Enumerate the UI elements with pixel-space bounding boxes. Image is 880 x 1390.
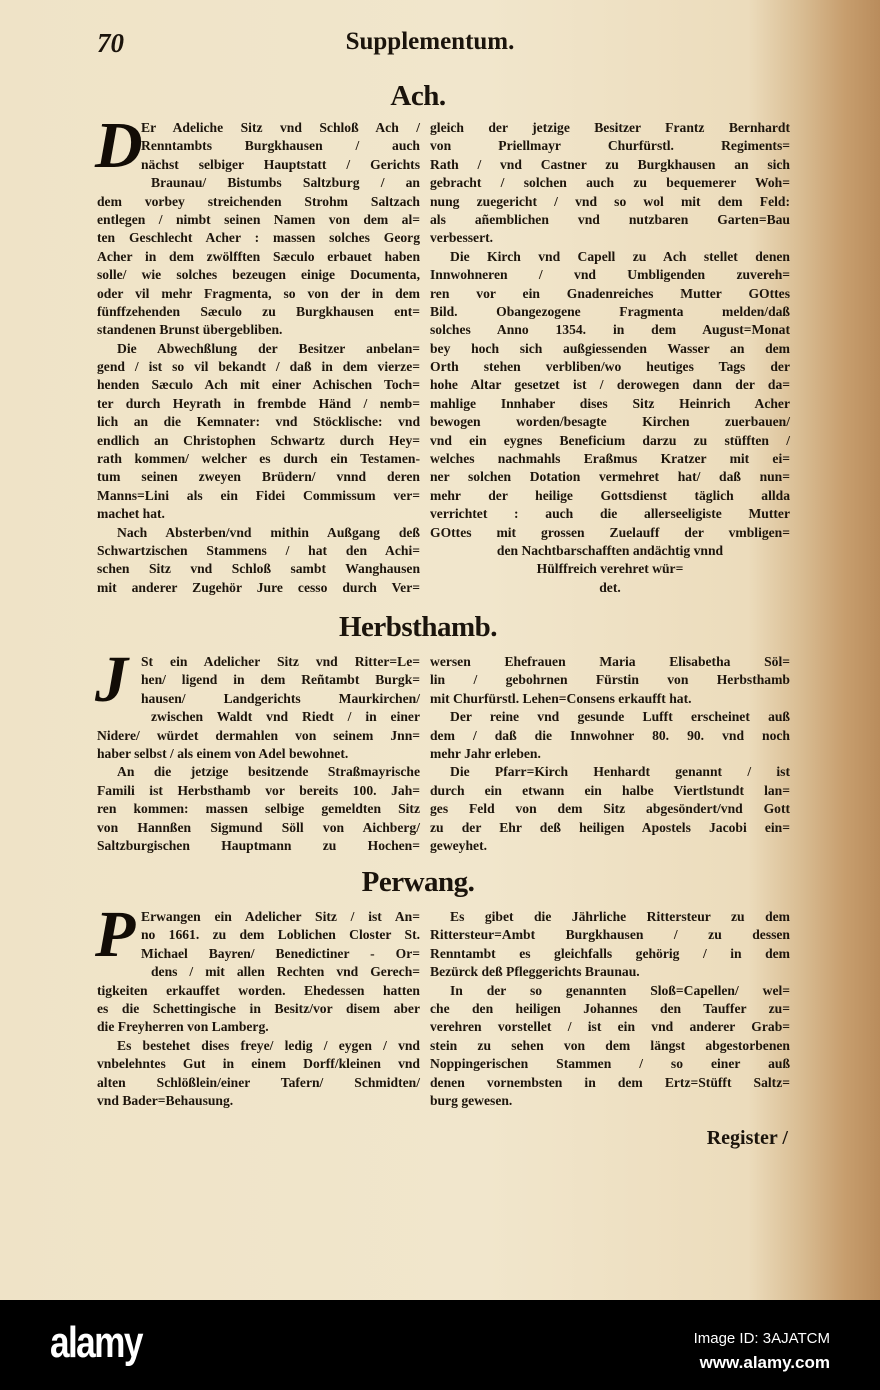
paragraph (430, 908, 790, 982)
text-line: Michael Bayren/ Benedictiner - Or= (141, 945, 420, 961)
text-line: von Priellmayr Churfürstl. Regiments= (430, 138, 790, 154)
text-line: Die Pfarr=Kirch Henhardt genannt / ist (450, 764, 790, 780)
text-line: alten Schlößlein/einer Tafern/ Schmidten/ (97, 1074, 420, 1090)
text-line: fünffzehenden Sæculo zu Burgkhausen ent= (97, 303, 420, 319)
section-herbsthamb-right-column (430, 653, 790, 855)
section-ach-right-column (430, 119, 790, 597)
text-line: Rath / vnd Castner zu Burgkhausen an sich (430, 156, 790, 172)
text-line: Braunau/ Bistumbs Saltzburg / an (151, 175, 420, 191)
catchword: Register / (706, 1127, 788, 1149)
text-line: St ein Adelicher Sitz vnd Ritter=Le= (141, 654, 420, 669)
text-line: oder vil mehr Fragmenta, so von der in dem (97, 285, 420, 301)
text-line: bewogen worden/besagte Kirchen zuerbauen/ (430, 414, 790, 430)
paragraph (95, 643, 420, 763)
text-line: Der reine vnd gesunde Lufft erscheinet auß (450, 709, 790, 725)
text-line: gleich der jetzige Besitzer Frantz Bernhardt (430, 120, 790, 135)
stock-footer (0, 1300, 880, 1390)
paragraph (97, 524, 420, 598)
text-line: Er Adeliche Sitz vnd Schloß Ach / (141, 120, 420, 135)
text-line: lin / gebohrnen Fürstin von Herbsthamb (430, 672, 790, 688)
section-perwang-right-column (430, 908, 790, 1110)
site-url: www.alamy.com (699, 1353, 830, 1372)
paragraph (97, 1037, 420, 1111)
text-line: burg gewesen. (430, 1092, 513, 1108)
paragraph (95, 898, 420, 1037)
paragraph (97, 763, 420, 855)
text-line: bey hoch sich außgiessenden Wasser an dem (430, 340, 790, 356)
text-line: Manns=Lini als ein Fidei Commissum ver= (97, 487, 420, 503)
text-line: solle/ wie solches bezeugen einige Documenta, (97, 267, 420, 283)
text-line: zwischen Waldt vnd Riedt / in einer (151, 709, 420, 725)
text-line: vnbelehntes Gut in einem Dorff/kleinen vnd (97, 1056, 420, 1072)
text-line: machet hat. (97, 506, 165, 522)
text-line: Hülffreich verehret wür= (536, 561, 684, 577)
drop-cap: J (95, 643, 128, 716)
text-line: mehr Jahr erleben. (430, 745, 541, 761)
paragraph (430, 982, 790, 1111)
text-line: rath kommen/ welcher es durch ein Testamen- (97, 451, 420, 467)
text-line: dem vorbey streichenden Strohm Saltzach (97, 193, 420, 209)
text-line: ren vor ein Gnadenreiches Mutter GOttes (430, 285, 790, 301)
text-line: hohe Altar gesetzet ist / derowegen dann der da= (430, 377, 790, 393)
image-id: Image ID: 3AJATCM (693, 1330, 830, 1347)
text-line: hausen/ Landgerichts Maurkirchen/ (141, 690, 420, 706)
text-line: Rittersteur=Ambt Burgkhausen / zu dessen (430, 927, 790, 943)
text-line: als añemblichen vnd nutzbaren Garten=Bau (430, 211, 790, 227)
text-line: Saltzburgischen Hauptmann zu Hochen= (97, 837, 420, 853)
text-line: tum seinen zweyen Brüdern/ vnnd deren (97, 469, 420, 485)
paragraph (95, 109, 420, 340)
drop-cap: P (95, 898, 136, 971)
paragraph (430, 119, 790, 248)
text-line: Renntambts Burgkhausen / auch (141, 138, 420, 154)
text-line: Die Abwechßlung der Besitzer anbelan= (117, 340, 420, 356)
text-line: welches nachmahls Eraßmus Kratzer mit ei= (430, 451, 790, 467)
text-line: vnd ein eygnes Beneficium darzu zu stüfften / (430, 432, 790, 448)
section-ach-left-column (95, 109, 420, 597)
paragraph (97, 340, 420, 524)
text-line: Innwohneren / vnd Umbligenden zuvereh= (430, 267, 790, 283)
text-line: haber selbst / als einem von Adel bewohnet. (97, 745, 349, 761)
text-line: nung zuegericht / vnd so wol mit dem Feld: (430, 193, 790, 209)
text-line: Bezürck deß Pfleggerichts Braunau. (430, 964, 640, 980)
text-line: mit anderer Zugehör Jure cesso durch Ver= (97, 579, 420, 595)
text-line: schen Sitz vnd Schloß sambt Wanghausen (97, 561, 420, 577)
text-line: lich an die Kemnater: vnd Stöcklische: vnd (97, 414, 420, 430)
text-line: verrichtet : auch die allerseeligiste Mutter (430, 506, 790, 522)
text-line: endlich an Christophen Schwartz durch Hey= (97, 432, 420, 448)
text-line: Die Kirch vnd Capell zu Ach stellet denen (450, 248, 790, 264)
text-line: geweyhet. (430, 837, 487, 853)
text-line: ter durch Heyrath in frembde Händ / nemb= (97, 395, 420, 411)
text-line: Es gibet die Jährliche Rittersteur zu dem (450, 909, 790, 924)
text-line: tigkeiten erkauffet worden. Ehedessen hatten (97, 982, 420, 998)
section-heading-herbsthamb: Herbsthamb. (338, 611, 498, 643)
text-line: Erwangen ein Adelicher Sitz / ist An= (141, 909, 420, 924)
text-line: ten Geschlecht Acher : massen solches Georg (97, 230, 420, 246)
text-line: henden Sæculo Ach mit einer Achischen Toch= (97, 377, 420, 393)
text-line: mahlige Innhaber dises Sitz Heinrich Acher (430, 395, 790, 411)
paragraph (430, 763, 790, 855)
section-herbsthamb-left-column (95, 643, 420, 855)
text-line: no 1661. zu dem Loblichen Closter St. (141, 927, 420, 943)
text-line: Nidere/ würdet dermahlen von seinem Jnn= (97, 727, 420, 743)
page-number: 70 (97, 28, 124, 58)
text-line: wersen Ehefrauen Maria Elisabetha Söl= (430, 654, 790, 669)
drop-cap: D (95, 109, 143, 182)
text-line: stein zu sehen von dem längst abgestorbenen (430, 1037, 790, 1053)
text-line: standenen Brunst übergebliben. (97, 322, 283, 338)
text-line: durch ein etwann ein halbe Viertlstundt lan= (430, 782, 790, 798)
text-line: verehren vorstellet / ist ein vnd anderer Grab= (430, 1019, 790, 1035)
text-line: Schwartzischen Stammens / hat den Achi= (97, 542, 420, 558)
text-line: entlegen / nimbt seinen Namen von dem al= (97, 211, 420, 227)
text-line: ner solchen Dotation vermehret hat/ daß nun= (430, 469, 790, 485)
text-line: die Freyherren von Lamberg. (97, 1019, 269, 1035)
text-line: An die jetzige besitzende Straßmayrische (117, 764, 420, 780)
section-heading-ach: Ach. (390, 80, 446, 112)
text-line: Renntambt es gleichfalls gehörig / in dem (430, 945, 790, 961)
text-line: gend / ist so vil bekandt / daß in dem vierze= (97, 359, 420, 375)
text-line: GOttes mit grossen Zuelauff der vmbligen= (430, 524, 790, 540)
text-line: denen vornembsten in dem Ertz=Stüfft Saltz= (430, 1074, 790, 1090)
text-line: den Nachtbarschafften andächtig vnnd (496, 542, 724, 558)
text-line: gebracht / solchen auch zu bequemerer Woh= (430, 175, 790, 191)
text-line: ren kommen: massen selbige gemeldten Sitz (97, 801, 420, 817)
text-line: Bild. Obangezogene Fragmenta melden/daß (430, 303, 790, 319)
text-line: Acher in dem zwölfften Sæculo erbauet haben (97, 248, 420, 264)
paragraph (430, 542, 790, 597)
text-line: es die Schettingische in Besitz/vor disem aber (97, 1000, 420, 1016)
running-head: Supplementum. (345, 28, 515, 55)
text-line: Orth stehen verbliben/wo heutiges Tags der (430, 359, 790, 375)
text-line: det. (599, 579, 621, 595)
text-line: che den heiligen Johannes den Tauffer zu= (430, 1000, 790, 1016)
text-line: dens / mit allen Rechten vnd Gerech= (151, 964, 420, 980)
section-perwang-left-column (95, 898, 420, 1110)
text-line: Nach Absterben/vnd mithin Außgang deß (117, 524, 420, 540)
paragraph (430, 708, 790, 763)
section-heading-perwang: Perwang. (361, 866, 475, 898)
text-line: Famili ist Herbsthamb vor bereits 100. Jah= (97, 782, 420, 798)
text-line: solches Anno 1354. in dem August=Monat (430, 322, 790, 338)
text-line: mit Churfürstl. Lehen=Consens erkaufft hat. (430, 690, 692, 706)
text-line: Noppingerischen Stammen / so einer auß (430, 1056, 790, 1072)
text-line: nächst selbiger Hauptstatt / Gerichts (141, 156, 420, 172)
text-line: In der so genannten Sloß=Capellen/ wel= (450, 982, 790, 998)
text-line: dem / daß die Innwohner 80. 90. vnd noch (430, 727, 790, 743)
text-line: hen/ ligend in dem Reñtambt Burgk= (141, 672, 420, 688)
text-line: Es bestehet dises freye/ ledig / eygen / vnd (117, 1037, 420, 1053)
paragraph (430, 248, 790, 542)
text-line: vnd Bader=Behausung. (97, 1092, 234, 1108)
text-line: ges Feld von dem Sitz abgesöndert/vnd Gott (430, 801, 790, 817)
paragraph (430, 653, 790, 708)
alamy-logo: alamy (50, 1318, 142, 1367)
text-line: mehr der heilige Gottsdienst täglich allda (430, 487, 790, 503)
text-line: von Hannßen Sigmund Söll von Aichberg/ (97, 819, 420, 835)
text-line: zu der Ehr deß heiligen Apostels Jacobi ein= (430, 819, 790, 835)
text-line: verbessert. (430, 230, 494, 246)
